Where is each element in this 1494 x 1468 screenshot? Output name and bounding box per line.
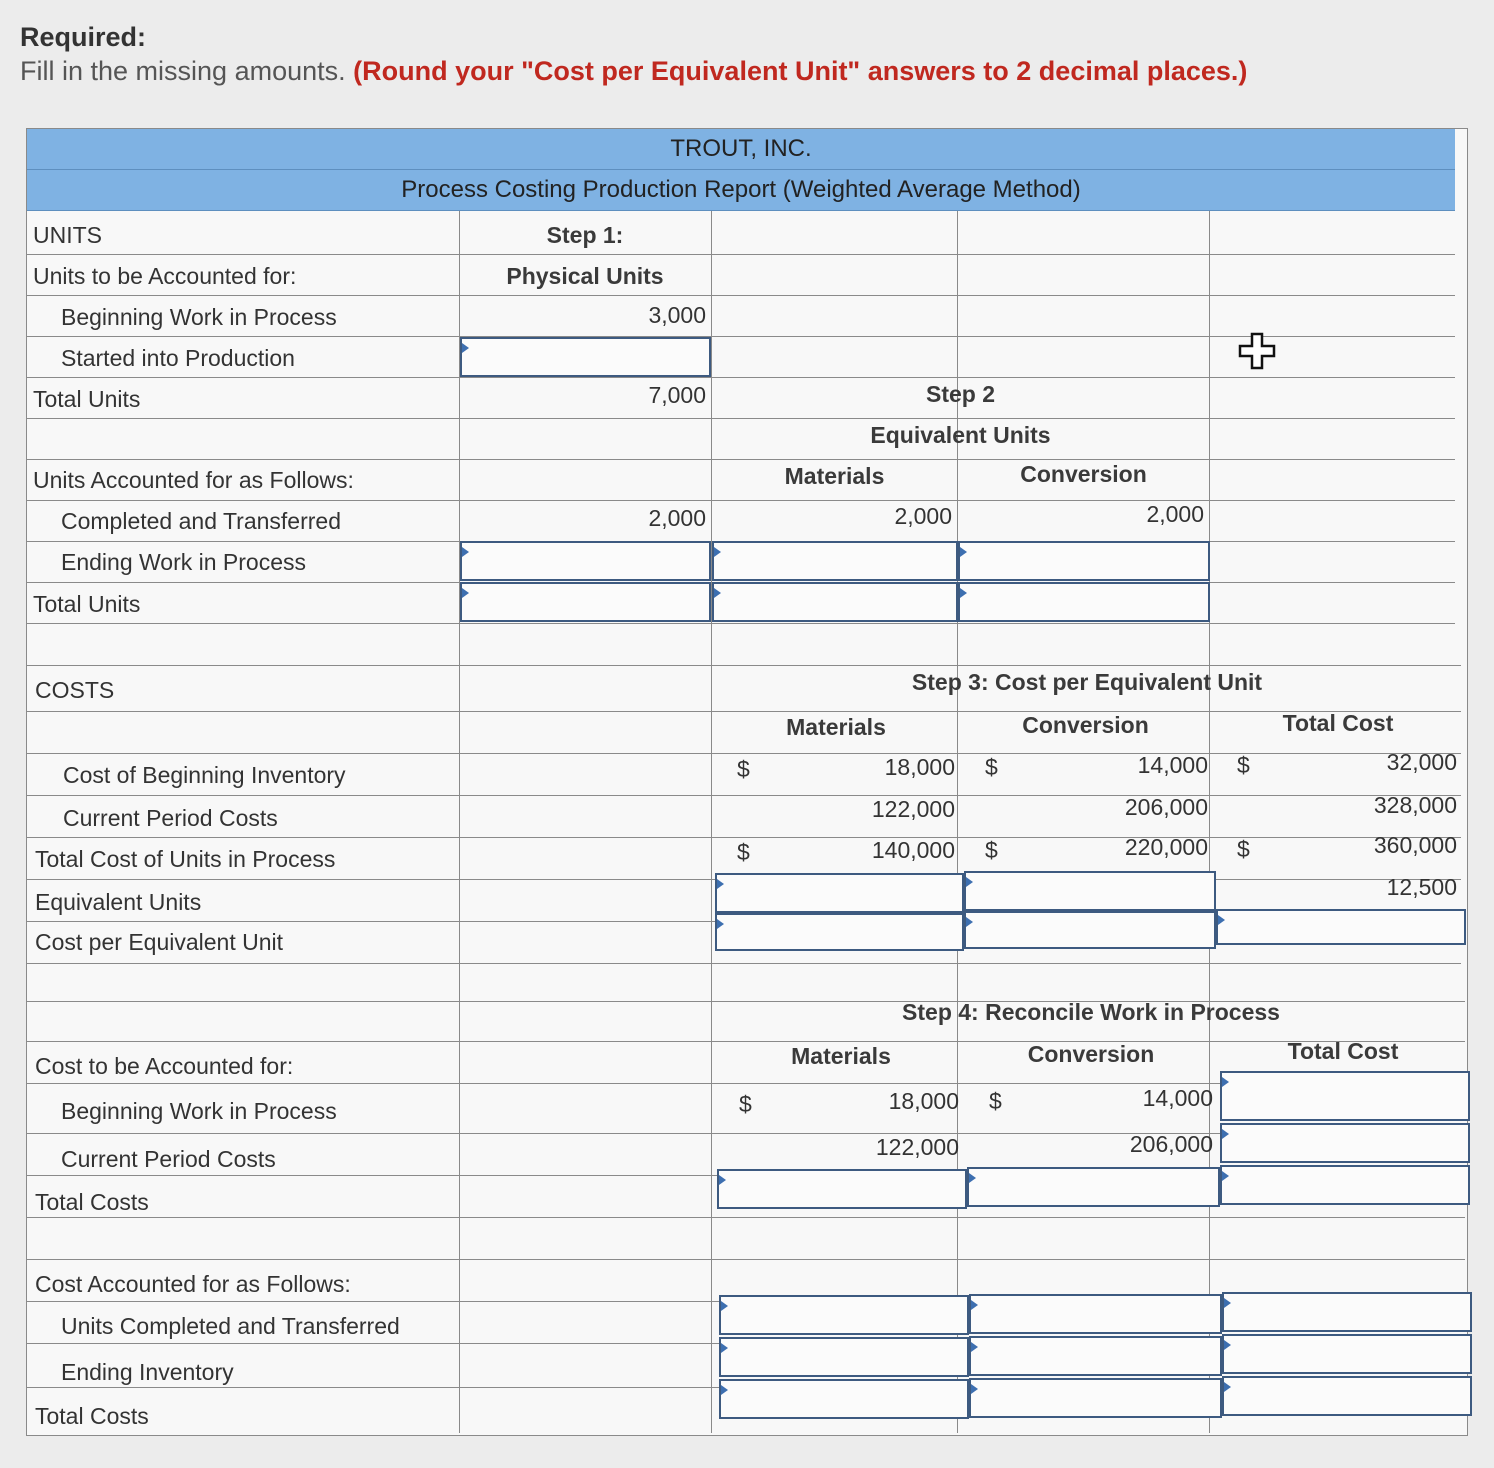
cost-per-eu-label: Cost per Equivalent Unit bbox=[35, 929, 284, 955]
ending-conversion-cost-input[interactable] bbox=[969, 1336, 1222, 1376]
cost-to-account-label: Cost to be Accounted for: bbox=[35, 1053, 294, 1079]
reconcile-beginning-materials: 18,000 bbox=[888, 1088, 959, 1114]
started-into-production-label: Started into Production bbox=[61, 345, 295, 371]
equiv-units-total: 12,500 bbox=[1386, 874, 1457, 900]
reconcile-beginning-conversion-currency: $ bbox=[989, 1088, 1002, 1114]
equivalent-units-label: Equivalent Units bbox=[35, 889, 202, 915]
beginning-conversion-currency: $ bbox=[985, 754, 998, 780]
instruction-prefix: Fill in the missing amounts. bbox=[20, 56, 354, 86]
instruction-emphasis: (Round your "Cost per Equivalent Unit" answers to 2 decimal places.) bbox=[353, 56, 1248, 86]
reconcile-total-costs-label: Total Costs bbox=[35, 1189, 149, 1215]
reconcile-beginning-conversion: 14,000 bbox=[1142, 1085, 1213, 1111]
ending-wip-materials-input[interactable] bbox=[712, 541, 958, 581]
reconcile-beginning-wip-label: Beginning Work in Process bbox=[61, 1098, 337, 1124]
step2-conversion-header: Conversion bbox=[1020, 461, 1147, 487]
total-units-label: Total Units bbox=[33, 386, 141, 412]
units-to-account-label: Units to be Accounted for: bbox=[33, 263, 297, 289]
completed-physical: 2,000 bbox=[648, 505, 706, 531]
equiv-units-materials-input[interactable] bbox=[715, 873, 964, 913]
beginning-total-currency: $ bbox=[1237, 752, 1250, 778]
instruction-text bbox=[20, 56, 1247, 87]
completed-transferred-label: Completed and Transferred bbox=[61, 508, 341, 534]
crosshair-cursor-icon bbox=[1237, 331, 1277, 371]
units-completed-transferred-label: Units Completed and Transferred bbox=[61, 1313, 400, 1339]
production-report-table bbox=[26, 128, 1468, 1436]
step4-conversion-header: Conversion bbox=[1027, 1041, 1155, 1067]
total-total-cost: 360,000 bbox=[1373, 832, 1457, 858]
ending-wip-conversion-input[interactable] bbox=[958, 541, 1210, 581]
step1-title: Step 1: bbox=[546, 222, 624, 248]
completed-total-cost-input[interactable] bbox=[1222, 1292, 1472, 1332]
completed-materials-cost-input[interactable] bbox=[719, 1295, 969, 1335]
units-accounted-label: Units Accounted for as Follows: bbox=[33, 467, 354, 493]
beginning-total-cost: 32,000 bbox=[1386, 749, 1457, 775]
beginning-conversion-cost: 14,000 bbox=[1137, 752, 1208, 778]
required-label: Required: bbox=[20, 22, 147, 52]
beginning-wip-label: Beginning Work in Process bbox=[61, 304, 337, 330]
cost-per-eu-materials-input[interactable] bbox=[715, 913, 964, 951]
total-total-currency: $ bbox=[1237, 836, 1250, 862]
beginning-inventory-cost-label: Cost of Beginning Inventory bbox=[63, 762, 346, 788]
step2-title: Step 2 bbox=[925, 381, 996, 407]
current-conversion-cost: 206,000 bbox=[1124, 794, 1208, 820]
reconcile-beginning-materials-currency: $ bbox=[739, 1091, 752, 1117]
reconcile-total-conversion-input[interactable] bbox=[967, 1167, 1220, 1207]
total-units-label-2: Total Units bbox=[33, 591, 141, 617]
ending-inventory-label: Ending Inventory bbox=[61, 1359, 234, 1385]
report-title: Process Costing Production Report (Weighted Average Method) bbox=[27, 170, 1455, 211]
step4-materials-header: Materials bbox=[791, 1043, 891, 1069]
current-period-costs-label: Current Period Costs bbox=[63, 805, 278, 831]
completed-conversion-cost-input[interactable] bbox=[969, 1294, 1222, 1334]
completed-materials: 2,000 bbox=[894, 503, 952, 529]
beginning-wip-physical: 3,000 bbox=[648, 302, 706, 328]
cost-per-eu-total-input[interactable] bbox=[1216, 909, 1466, 945]
ending-wip-label: Ending Work in Process bbox=[61, 549, 307, 575]
step3-title: Step 3: Cost per Equivalent Unit bbox=[911, 669, 1263, 695]
step2-subtitle: Equivalent Units bbox=[870, 422, 1051, 448]
reconcile-total-costs-label-2: Total Costs bbox=[35, 1403, 149, 1429]
total-conversion-cost: 220,000 bbox=[1124, 834, 1208, 860]
units-section-label: UNITS bbox=[33, 222, 102, 248]
step2-materials-header: Materials bbox=[784, 463, 885, 489]
total-units-materials-input[interactable] bbox=[712, 582, 958, 622]
reconcile-total-total-input[interactable] bbox=[1220, 1165, 1470, 1205]
cost-accounted-label: Cost Accounted for as Follows: bbox=[35, 1271, 351, 1297]
cost-per-eu-conversion-input[interactable] bbox=[964, 911, 1216, 949]
reconcile-total-materials-input[interactable] bbox=[717, 1169, 967, 1209]
total-materials-cost: 140,000 bbox=[871, 837, 955, 863]
step4-total-header: Total Cost bbox=[1287, 1038, 1399, 1064]
equiv-units-conversion-input[interactable] bbox=[964, 871, 1216, 911]
total-materials-currency: $ bbox=[737, 839, 750, 865]
ending-materials-cost-input[interactable] bbox=[719, 1337, 969, 1377]
step3-materials-header: Materials bbox=[786, 714, 886, 740]
step3-conversion-header: Conversion bbox=[1022, 712, 1149, 738]
total-units-conversion-input[interactable] bbox=[958, 582, 1210, 622]
current-materials-cost: 122,000 bbox=[871, 796, 955, 822]
completed-conversion: 2,000 bbox=[1146, 501, 1204, 527]
reconcile-current-materials: 122,000 bbox=[875, 1134, 959, 1160]
step3-total-header: Total Cost bbox=[1282, 710, 1394, 736]
reconcile-current-conversion: 206,000 bbox=[1129, 1131, 1213, 1157]
started-into-production-input[interactable] bbox=[460, 337, 711, 377]
company-header: TROUT, INC. bbox=[27, 129, 1455, 170]
final-total-total-input[interactable] bbox=[1222, 1376, 1472, 1416]
total-units-physical-input[interactable] bbox=[460, 582, 711, 622]
total-cost-in-process-label: Total Cost of Units in Process bbox=[35, 846, 336, 872]
reconcile-beginning-total-input[interactable] bbox=[1220, 1071, 1470, 1121]
step1-subtitle: Physical Units bbox=[506, 263, 664, 289]
total-conversion-currency: $ bbox=[985, 837, 998, 863]
beginning-materials-cost: 18,000 bbox=[884, 754, 955, 780]
final-total-conversion-input[interactable] bbox=[969, 1378, 1222, 1418]
total-units-physical: 7,000 bbox=[648, 382, 706, 408]
ending-wip-physical-input[interactable] bbox=[460, 541, 711, 581]
final-total-materials-input[interactable] bbox=[719, 1379, 969, 1419]
beginning-materials-currency: $ bbox=[737, 756, 750, 782]
step4-title: Step 4: Reconcile Work in Process bbox=[902, 999, 1280, 1025]
current-total-cost: 328,000 bbox=[1373, 792, 1457, 818]
reconcile-current-period-label: Current Period Costs bbox=[61, 1146, 276, 1172]
costs-section-label: COSTS bbox=[35, 677, 115, 703]
ending-total-cost-input[interactable] bbox=[1222, 1334, 1472, 1374]
reconcile-current-total-input[interactable] bbox=[1220, 1123, 1470, 1163]
